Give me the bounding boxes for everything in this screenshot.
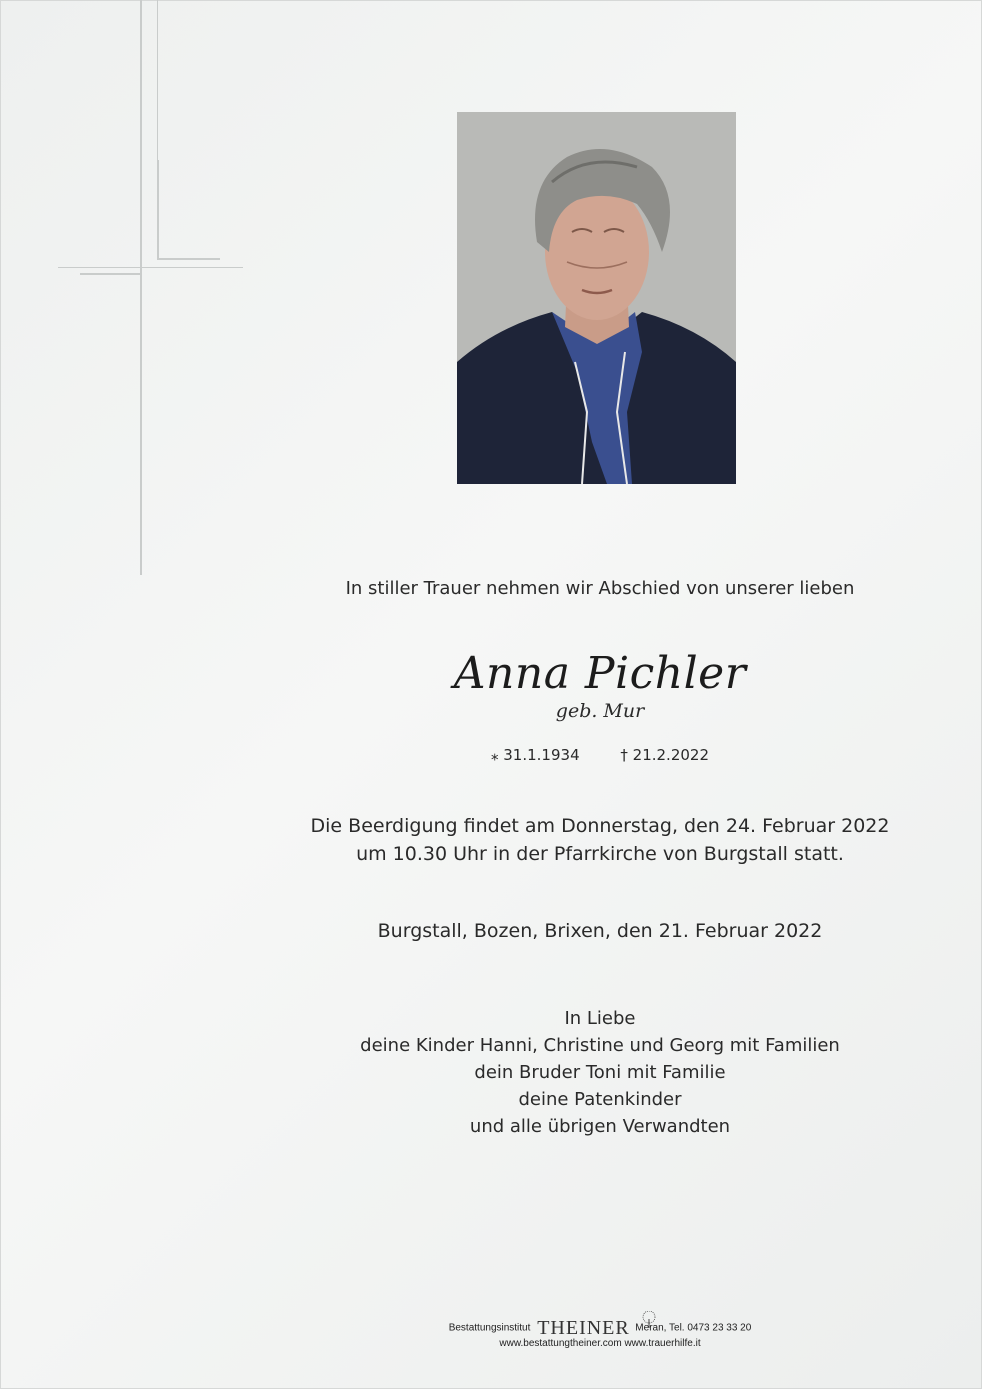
family-line: dein Bruder Toni mit Familie <box>474 1062 726 1083</box>
funeral-line: um 10.30 Uhr in der Pfarrkirche von Burgstall statt. <box>356 843 844 865</box>
funeral-home-footer <box>150 1316 982 1350</box>
footer-label: Bestattungsinstitut <box>448 1322 531 1334</box>
family-list <box>150 1005 982 1140</box>
family-line: deine Kinder Hanni, Christine und Georg mit Familien <box>360 1035 840 1056</box>
portrait-photo <box>457 112 736 484</box>
footer-websites: www.bestattungtheiner.com www.trauerhilfe.it <box>499 1338 701 1349</box>
family-line: und alle übrigen Verwandten <box>469 1116 731 1137</box>
funeral-line: Die Beerdigung findet am Donnerstag, den 24. Februar 2022 <box>310 815 890 837</box>
tree-icon <box>639 1311 659 1329</box>
funeral-info <box>150 812 982 868</box>
birth-date: ⁎ 31.1.1934 <box>491 746 580 764</box>
funeral-home-logo: THEINER <box>537 1316 630 1339</box>
maiden-name: geb. Mur <box>555 700 645 722</box>
family-line: deine Patenkinder <box>518 1089 682 1110</box>
deceased-name: Anna Pichler <box>453 648 747 699</box>
intro-text: In stiller Trauer nehmen wir Abschied von unserer lieben <box>345 578 855 599</box>
family-line: In Liebe <box>564 1008 636 1029</box>
place-date: Burgstall, Bozen, Brixen, den 21. Februar 2022 <box>377 920 823 942</box>
life-dates <box>150 746 982 764</box>
footer-contact: Meran, Tel. 0473 23 33 20 <box>635 1322 752 1334</box>
death-date: † 21.2.2022 <box>620 746 709 764</box>
